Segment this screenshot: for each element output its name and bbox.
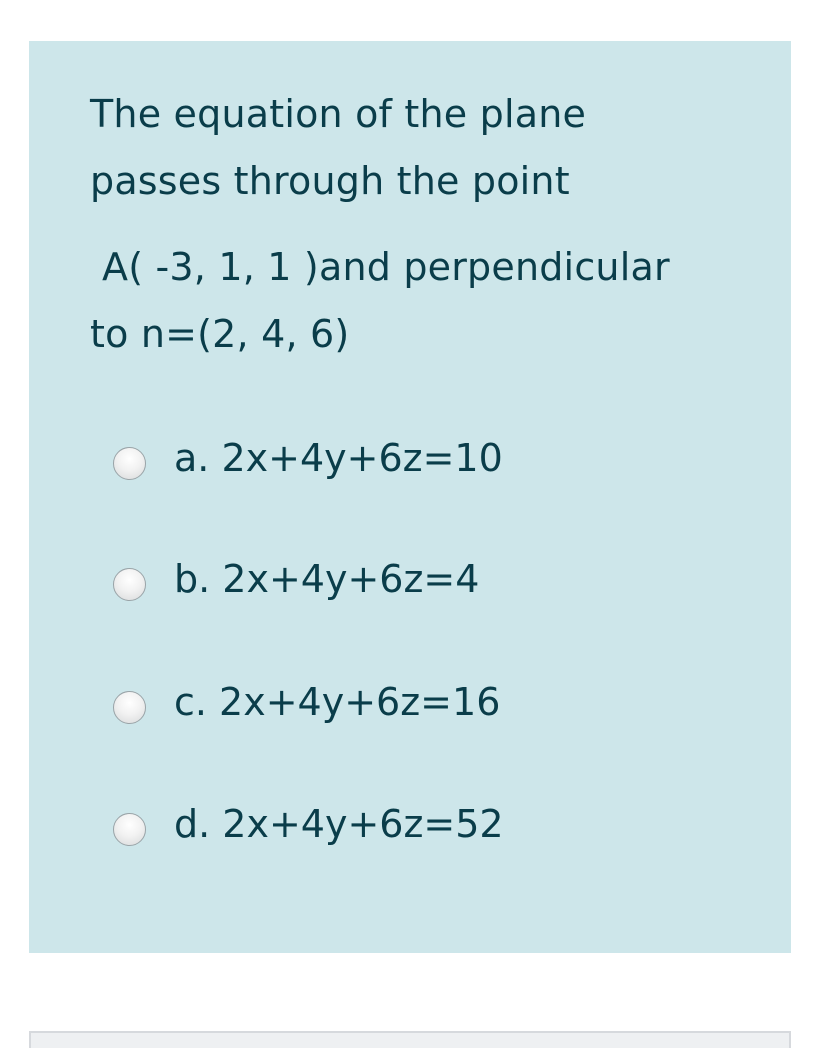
- option-d[interactable]: [113, 794, 504, 854]
- next-question-card: [29, 1031, 791, 1048]
- option-label[interactable]: c. 2x+4y+6z=16: [174, 680, 501, 724]
- option-b[interactable]: [113, 549, 479, 609]
- question-text: [90, 81, 750, 368]
- option-a[interactable]: [113, 428, 503, 488]
- question-card: [29, 41, 791, 953]
- option-label[interactable]: b. 2x+4y+6z=4: [174, 557, 480, 601]
- option-c[interactable]: [113, 672, 500, 732]
- question-line: to n=(2, 4, 6): [90, 312, 350, 356]
- radio-button-icon[interactable]: [113, 568, 146, 601]
- question-line: passes through the point: [90, 159, 570, 203]
- option-label[interactable]: d. 2x+4y+6z=52: [174, 802, 504, 846]
- radio-button-icon[interactable]: [113, 447, 146, 480]
- question-line: A( -3, 1, 1 )and perpendicular: [102, 245, 670, 289]
- option-label[interactable]: a. 2x+4y+6z=10: [174, 436, 503, 480]
- radio-button-icon[interactable]: [113, 813, 146, 846]
- radio-button-icon[interactable]: [113, 691, 146, 724]
- question-line: The equation of the plane: [90, 92, 587, 136]
